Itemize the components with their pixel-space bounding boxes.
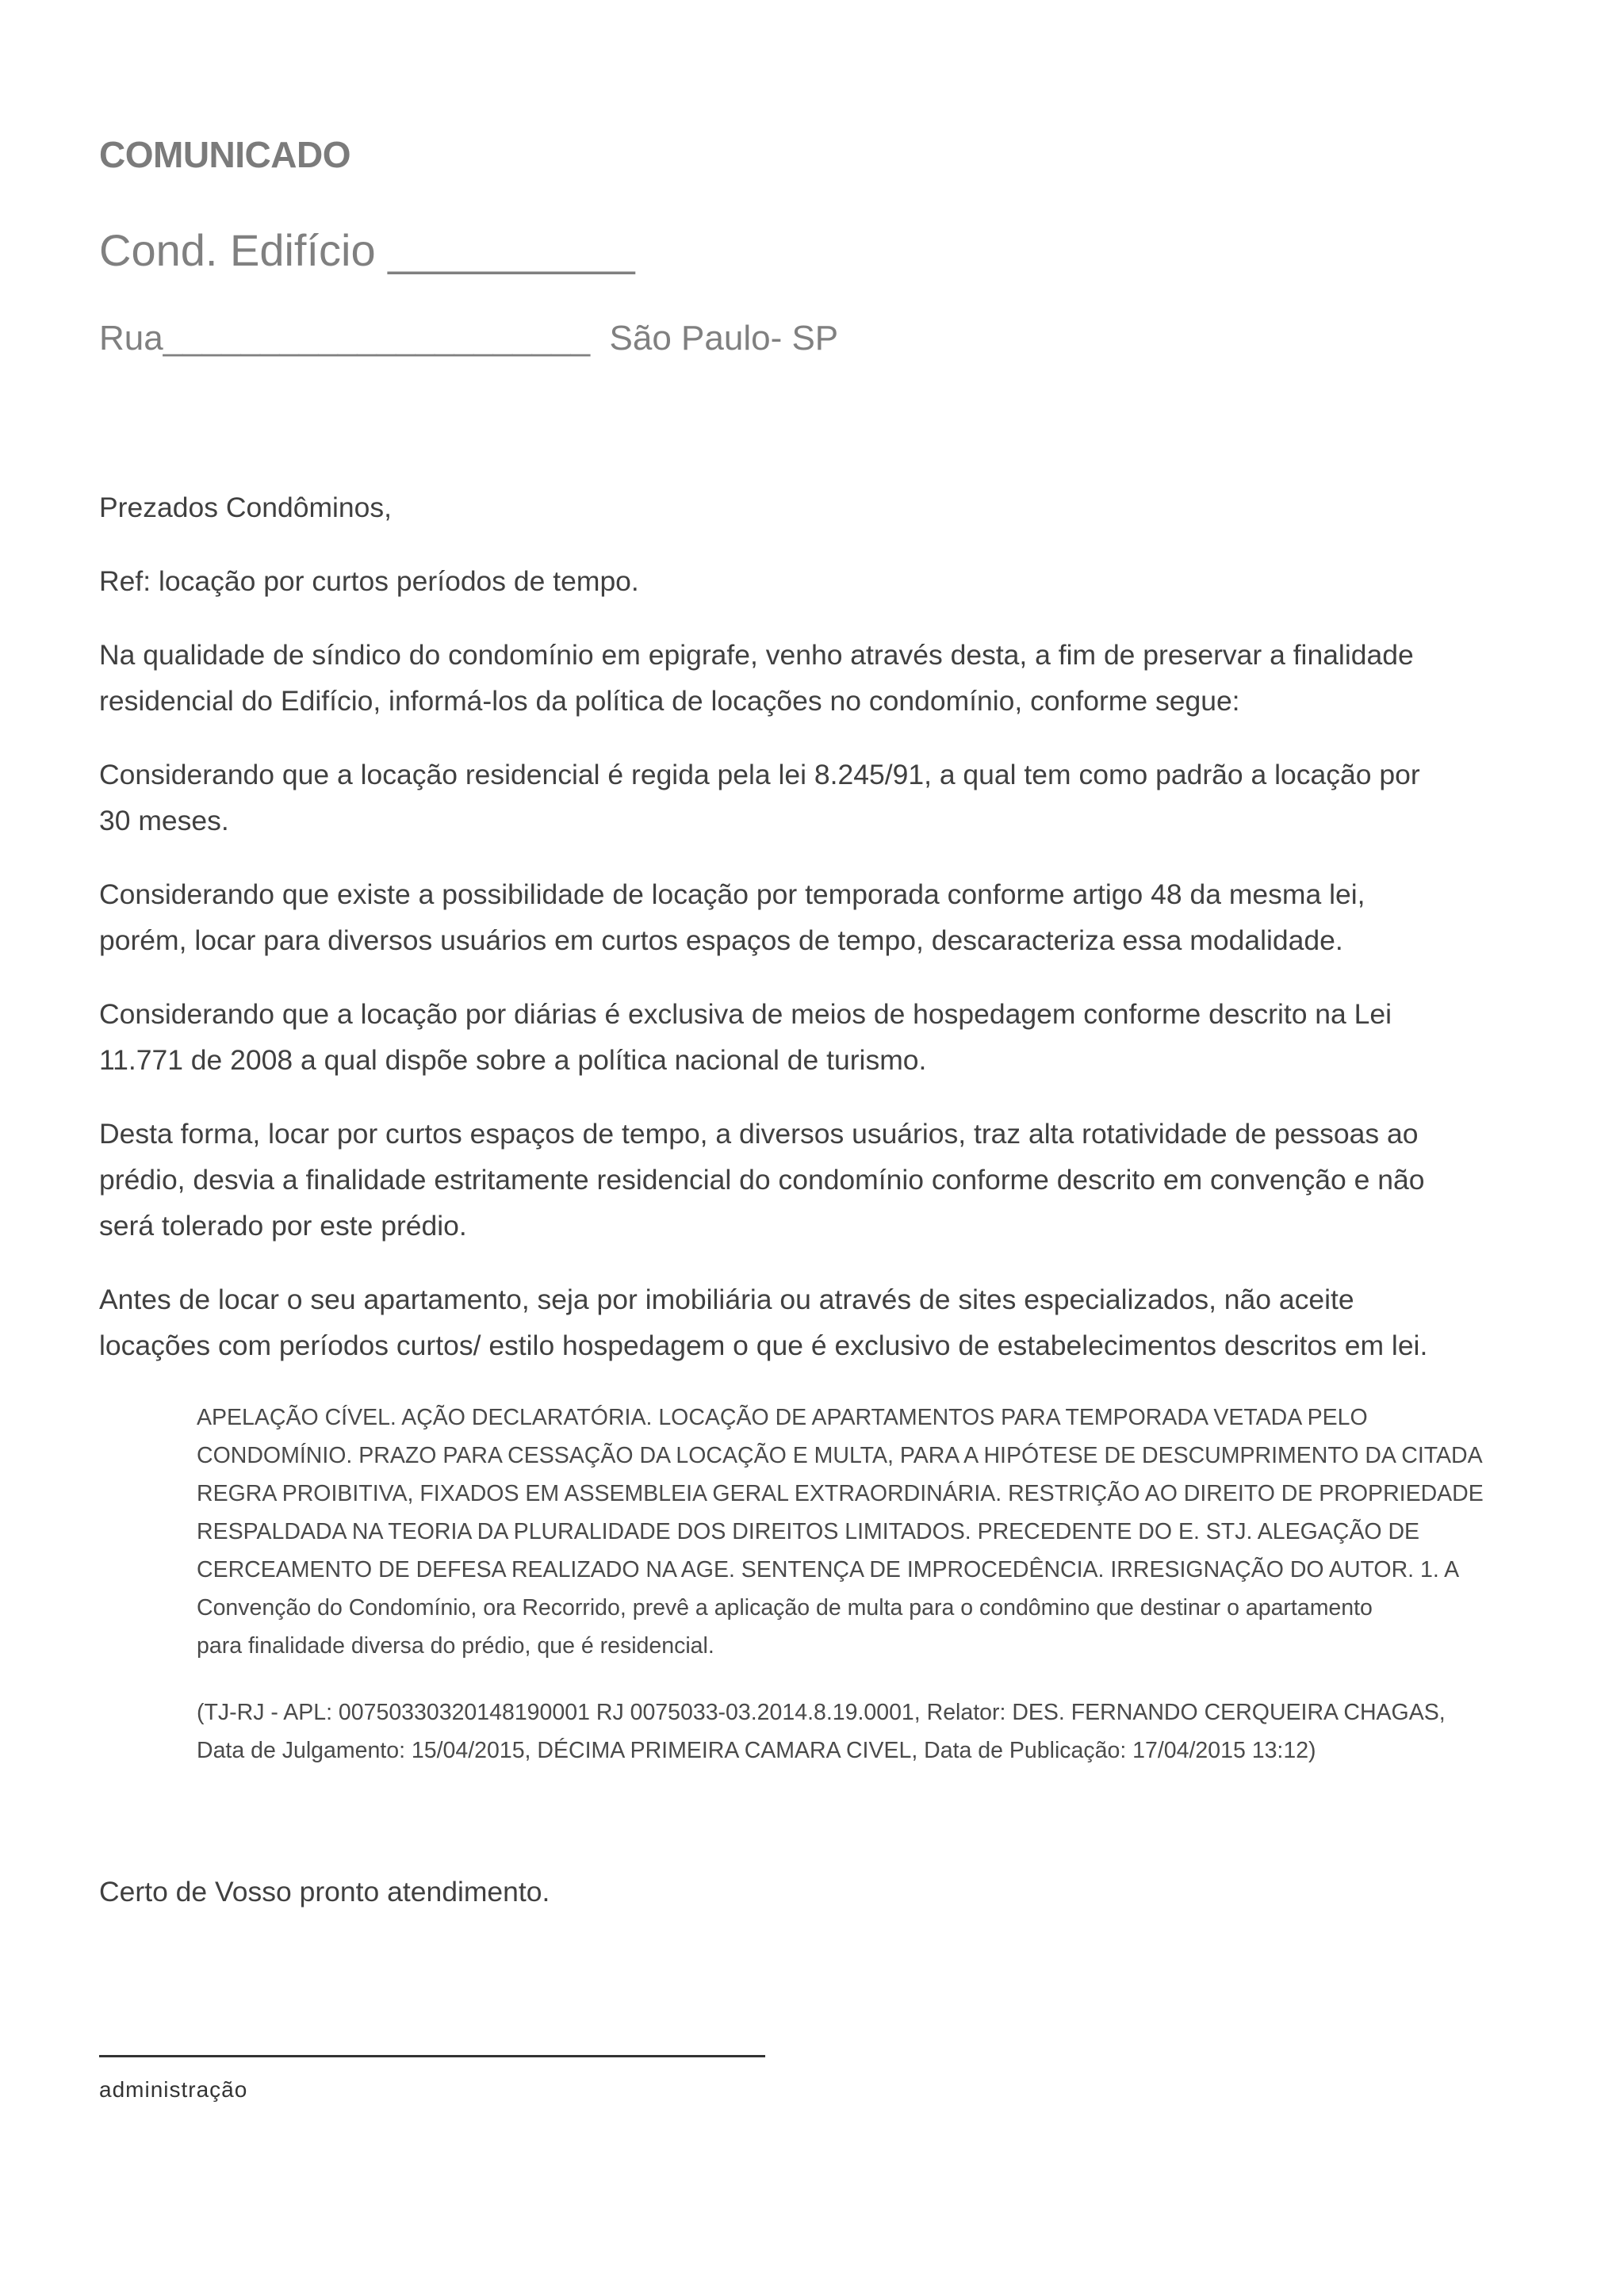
reference-text: Ref: locação por curtos períodos de tempo. xyxy=(99,565,639,597)
address-line xyxy=(99,319,838,358)
paragraph-line: será tolerado por este prédio. xyxy=(99,1210,467,1242)
paragraph-line: prédio, desvia a finalidade estritamente residencial do condomínio conforme descrito em convenção e não xyxy=(99,1164,1425,1196)
quote-line: para finalidade diversa do prédio, que é residencial. xyxy=(197,1633,714,1659)
reference xyxy=(99,558,1542,604)
closing-text: Certo de Vosso pronto atendimento. xyxy=(99,1876,550,1908)
document-title: COMUNICADO xyxy=(99,134,350,175)
paragraph-line: Na qualidade de síndico do condomínio em epigrafe, venho através desta, a fim de preservar a finalidade xyxy=(99,639,1414,671)
paragraph-line: Desta forma, locar por curtos espaços de tempo, a diversos usuários, traz alta rotatividade de pessoas ao xyxy=(99,1118,1419,1150)
paragraph-1 xyxy=(99,632,1542,724)
paragraph-line: 11.771 de 2008 a qual dispõe sobre a política nacional de turismo. xyxy=(99,1044,927,1076)
paragraph-line: 30 meses. xyxy=(99,805,229,836)
citation-line: (TJ-RJ - APL: 00750330320148190001 RJ 0075033-03.2014.8.19.0001, Relator: DES. FERNANDO CERQUEIRA CHAGAS, xyxy=(197,1700,1446,1725)
paragraph-5 xyxy=(99,1111,1542,1249)
paragraph-6 xyxy=(99,1276,1542,1368)
citation-line: Data de Julgamento: 15/04/2015, DÉCIMA PRIMEIRA CAMARA CIVEL, Data de Publicação: 17/04/2015 13:12) xyxy=(197,1738,1316,1763)
condominium-name: Cond. Edifício __________ xyxy=(99,225,635,275)
quote-line: REGRA PROIBITIVA, FIXADOS EM ASSEMBLEIA GERAL EXTRAORDINÁRIA. RESTRIÇÃO AO DIREITO DE PROPRIEDADE xyxy=(197,1481,1484,1506)
quote-line: Convenção do Condomínio, ora Recorrido, prevê a aplicação de multa para o condômino que destinar o apartamento xyxy=(197,1595,1373,1621)
address-city: São Paulo- SP xyxy=(609,319,839,358)
address-street: Rua______________________ xyxy=(99,319,591,358)
quote-line: CONDOMÍNIO. PRAZO PARA CESSAÇÃO DA LOCAÇÃO E MULTA, PARA A HIPÓTESE DE DESCUMPRIMENTO DA CITADA xyxy=(197,1443,1483,1468)
paragraph-2 xyxy=(99,752,1542,844)
quote-line: RESPALDADA NA TEORIA DA PLURALIDADE DOS DIREITOS LIMITADOS. PRECEDENTE DO E. STJ. ALEGAÇÃO DE xyxy=(197,1519,1420,1544)
salutation xyxy=(99,484,1542,530)
paragraph-line: Antes de locar o seu apartamento, seja por imobiliária ou através de sites especializados, não aceite xyxy=(99,1284,1354,1315)
paragraph-line: residencial do Edifício, informá-los da política de locações no condomínio, conforme segue: xyxy=(99,685,1240,717)
paragraph-line: Considerando que a locação residencial é regida pela lei 8.245/91, a qual tem como padrão a locação por xyxy=(99,759,1420,790)
paragraph-line: porém, locar para diversos usuários em curtos espaços de tempo, descaracteriza essa modalidade. xyxy=(99,924,1343,956)
jurisprudence-citation xyxy=(197,1693,1529,1770)
paragraph-line: locações com períodos curtos/ estilo hospedagem o que é exclusivo de estabelecimentos descritos em lei. xyxy=(99,1330,1428,1361)
quote-line: CERCEAMENTO DE DEFESA REALIZADO NA AGE. SENTENÇA DE IMPROCEDÊNCIA. IRRESIGNAÇÃO DO AUTOR. 1. A xyxy=(197,1557,1460,1582)
signature-line xyxy=(99,2055,765,2057)
quote-line: APELAÇÃO CÍVEL. AÇÃO DECLARATÓRIA. LOCAÇÃO DE APARTAMENTOS PARA TEMPORADA VETADA PELO xyxy=(197,1405,1368,1430)
paragraph-3 xyxy=(99,871,1542,963)
paragraph-line: Considerando que existe a possibilidade de locação por temporada conforme artigo 48 da mesma lei, xyxy=(99,878,1365,910)
jurisprudence-quote xyxy=(197,1399,1529,1665)
paragraph-line: Considerando que a locação por diárias é exclusiva de meios de hospedagem conforme descrito na Lei xyxy=(99,998,1392,1030)
signature-label: administração xyxy=(99,2077,248,2102)
salutation-text: Prezados Condôminos, xyxy=(99,492,393,523)
paragraph-4 xyxy=(99,991,1542,1083)
